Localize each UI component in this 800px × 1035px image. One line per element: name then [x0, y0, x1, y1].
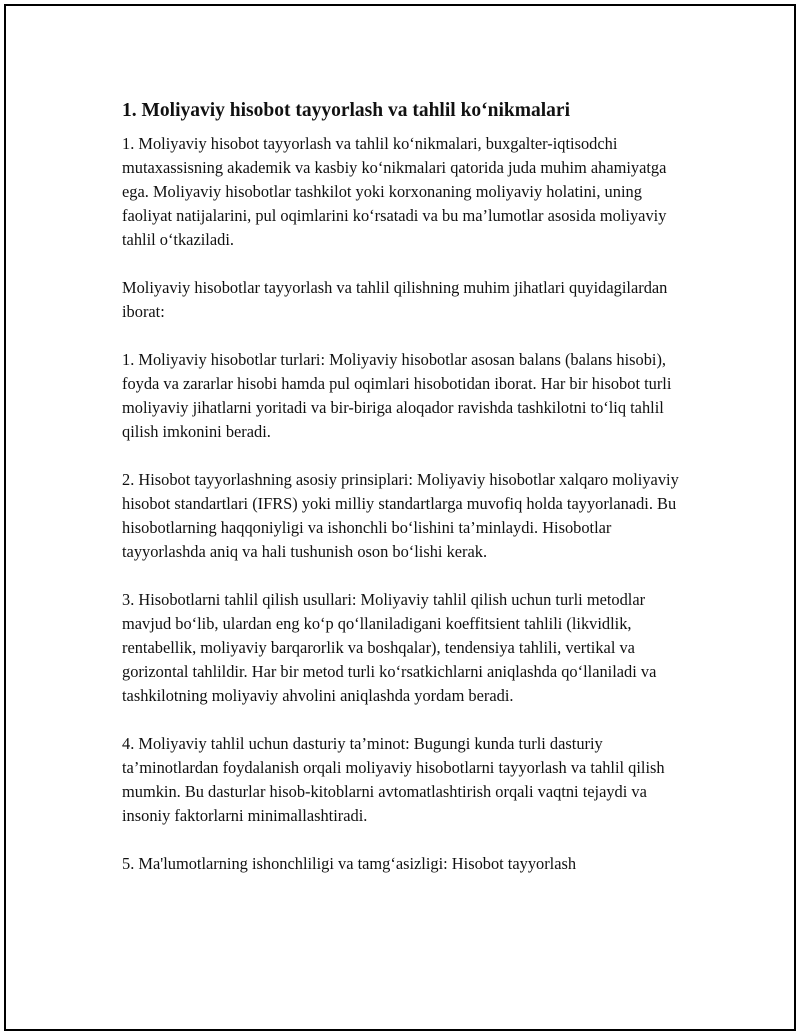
list-item-software: 4. Moliyaviy tahlil uchun dasturiy ta’minot: Bugungi kunda turli dasturiy ta’minotlardan foydalanish orqali moliyaviy hisobotlarni tayyorlash va tahlil qilish mumkin. Bu dasturlar hisob-kitoblarni avtomatlashtirish orqali vaqtni tejaydi va insoniy faktorlarni minimallashtiradi. — [122, 734, 665, 825]
list-item-analysis-methods: 3. Hisobotlarni tahlil qilish usullari: Moliyaviy tahlil qilish uchun turli metodlar mavjud bo‘lib, ulardan eng ko‘p qo‘llaniladigani koeffitsient tahlili (likvidlik, rentabellik, moliyaviy barqarorlik va boshqalar), tendensiya tahlili, vertikal va gorizontal tahlildir. Har bir metod turli ko‘rsatkichlarni aniqlashda qo‘llaniladi va tashkilotning moliyaviy ahvolini aniqlashda yordam beradi. — [122, 590, 657, 705]
document-title: 1. Moliyaviy hisobot tayyorlash va tahlil ko‘nikmalari — [122, 100, 570, 121]
page-frame — [4, 4, 796, 1031]
list-item-principles: 2. Hisobot tayyorlashning asosiy prinsiplari: Moliyaviy hisobotlar xalqaro moliyaviy hisobot standartlari (IFRS) yoki milliy standartlarga muvofiq holda tayyorlanadi. Bu hisobotlarning haqqoniyligi va ishonchli bo‘lishini ta’minlaydi. Hisobotlar tayyorlashda aniq va hali tushunish oson bo‘lishi kerak. — [122, 470, 679, 561]
list-item-report-types: 1. Moliyaviy hisobotlar turlari: Moliyaviy hisobotlar asosan balans (balans hisobi), foyda va zararlar hisobi hamda pul oqimlari hisobotidan iborat. Har bir hisobot turli moliyaviy jihatlarni yoritadi va bir-biriga aloqador ravishda tashkilotni to‘liq tahlil qilish imkonini beradi. — [122, 350, 672, 441]
intro-paragraph: 1. Moliyaviy hisobot tayyorlash va tahlil ko‘nikmalari, buxgalter-iqtisodchi mutaxassisning akademik va kasbiy ko‘nikmalari qatorida juda muhim ahamiyatga ega. Moliyaviy hisobotlar tashkilot yoki korxonaning moliyaviy holatini, uning faoliyat natijalarini, pul oqimlarini ko‘rsatadi va bu ma’lumotlar asosida moliyaviy tahlil o‘tkaziladi. — [122, 134, 667, 249]
list-item-data-reliability: 5. Ma'lumotlarning ishonchliligi va tamg‘asizligi: Hisobot tayyorlash — [122, 854, 577, 873]
aspects-lead-paragraph: Moliyaviy hisobotlar tayyorlash va tahlil qilishning muhim jihatlari quyidagilardan iborat: — [122, 278, 668, 321]
document-body — [122, 98, 692, 900]
